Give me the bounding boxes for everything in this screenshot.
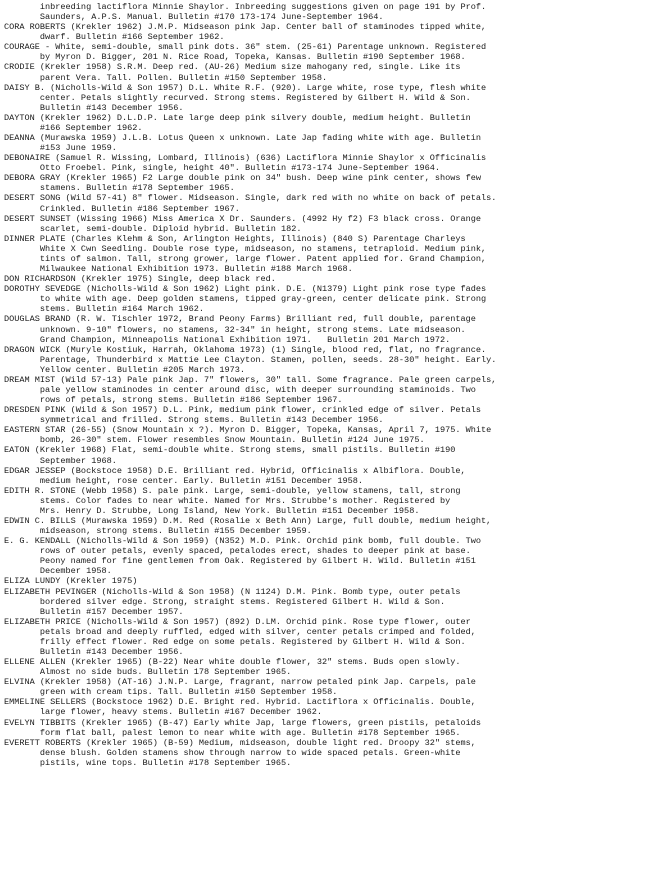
- entry-continuation-line: Parentage, Thunderbird x Mattie Lee Clayton. Stamen, pollen, seeds. 28-30" height. Early.: [4, 354, 497, 365]
- entry-continuation-line: medium height, rose center. Early. Bulletin #151 December 1958.: [4, 475, 364, 486]
- register-entry: [4, 677, 644, 697]
- entry-continuation-line: Almost no side buds. Bulletin 178 September 1965.: [4, 667, 292, 678]
- register-entry: [4, 314, 644, 344]
- entry-continuation-line: Crinkled. Bulletin #186 September 1967.: [4, 203, 240, 214]
- entry-continuation-line: stems. Color fades to near white. Named for Mrs. Strubbe's mother. Registered by: [4, 495, 451, 506]
- register-entry: [4, 345, 644, 375]
- entry-continuation-line: dense blush. Golden stamens show through narrow to wide spaced petals. Green-white: [4, 747, 461, 758]
- entry-continuation-line: by Myron D. Bigger, 201 N. Rice Road, Topeka, Kansas. Bulletin #190 September 1968.: [4, 52, 466, 63]
- entry-continuation-line: Bulletin #143 December 1956.: [4, 647, 184, 657]
- entry-continuation-line: form flat ball, palest lemon to near white with age. Bulletin #178 September 1965.: [4, 727, 461, 738]
- register-entry: [4, 234, 644, 274]
- entry-first-line: EVERETT ROBERTS (Krekler 1965) (B-59) Medium, midseason, double light red. Droopy 32" stems,: [4, 737, 476, 748]
- entry-first-line: inbreeding lactiflora Minnie Shaylor. Inbreeding suggestions given on page 191 by Prof.: [4, 2, 487, 12]
- entry-continuation-line: stems. Bulletin #164 March 1962.: [4, 304, 205, 315]
- entry-continuation-line: green with cream tips. Tall. Bulletin #150 September 1958.: [4, 687, 338, 698]
- entry-first-line: DRESDEN PINK (Wild & Son 1957) D.L. Pink, medium pink flower, crinkled edge of silver. Petals: [4, 405, 481, 416]
- entry-first-line: EMMELINE SELLERS (Bockstoce 1962) D.E. Bright red. Hybrid. Lactiflora x Officinalis. Double,: [4, 697, 476, 708]
- entry-continuation-line: Bulletin #143 December 1956.: [4, 102, 184, 113]
- entry-first-line: E. G. KENDALL (Nicholls-Wild & Son 1959) (N352) M.D. Pink. Orchid pink bomb, full double. Two: [4, 536, 481, 547]
- register-entry: [4, 466, 644, 486]
- entry-continuation-line: pale yellow staminodes in center around disc, with deeper surrounding staminoids. Two: [4, 384, 476, 395]
- register-entry: [4, 576, 644, 586]
- register-entry: [4, 83, 644, 113]
- register-entry: [4, 2, 644, 22]
- entry-first-line: EDGAR JESSEP (Bockstoce 1958) D.E. Brilliant red. Hybrid, Officinalis x Albiflora. Double,: [4, 465, 466, 476]
- entry-first-line: DINNER PLATE (Charles Klehm & Son, Arlington Heights, Illinois) (840 S) Parentage Charleys: [4, 233, 466, 244]
- register-entry: [4, 587, 644, 617]
- entry-first-line: DAYTON (Krekler 1962) D.L.D.P. Late large deep pink silvery double, medium height. Bulletin: [4, 112, 471, 123]
- entry-first-line: EVELYN TIBBITS (Krekler 1965) (B-47) Early white Jap, large flowers, green pistils, petaloids: [4, 717, 481, 728]
- entry-first-line: DEBONAIRE (Samuel R. Wissing, Lombard, Illinois) (636) Lactiflora Minnie Shaylor x Officinalis: [4, 153, 487, 164]
- document-page: [4, 2, 644, 768]
- register-entry: [4, 405, 644, 425]
- register-entry: [4, 173, 644, 193]
- register-entry: [4, 133, 644, 153]
- entry-continuation-line: rows of outer petals, evenly spaced, petalodes erect, shades to deeper pink at base.: [4, 546, 471, 557]
- register-entry: [4, 62, 644, 82]
- register-entry: [4, 536, 644, 576]
- entry-first-line: EASTERN STAR (26-55) (Snow Mountain x ?). Myron D. Bigger, Topeka, Kansas, April 7, 1975. White: [4, 425, 492, 436]
- register-entry: [4, 153, 644, 173]
- register-entry: [4, 113, 644, 133]
- entry-first-line: EDITH R. STONE (Webb 1958) S. pale pink. Large, semi-double, yellow stamens, tall, strong: [4, 485, 461, 496]
- entry-first-line: ELVINA (Krekler 1958) (AT-16) J.N.P. Large, fragrant, narrow petaled pink Jap. Carpels, pale: [4, 677, 476, 688]
- entry-first-line: DRAGON WICK (Muryle Kostiuk, Harrah, Oklahoma 1973) (1) Single, blood red, flat, no fragrance.: [4, 344, 487, 355]
- entry-continuation-line: White X Cwn Seedling. Double rose type, midseason, no stamens, tetraploid. Medium pink,: [4, 243, 487, 254]
- register-entry: [4, 274, 644, 284]
- entry-continuation-line: symmetrical and frilled. Strong stems. Bulletin #143 December 1956.: [4, 415, 384, 426]
- entry-continuation-line: tints of salmon. Tall, strong grower, large flower. Patent applied for. Grand Champion,: [4, 253, 487, 264]
- entry-first-line: EDWIN C. BILLS (Murawska 1959) D.M. Red (Rosalie x Beth Ann) Large, full double, medium height,: [4, 515, 492, 526]
- register-entry: [4, 214, 644, 234]
- entry-continuation-line: September 1968.: [4, 455, 117, 466]
- entry-first-line: DOROTHY SEVEDGE (Nicholls-Wild & Son 1962) Light pink. D.E. (N1379) Light pink rose type fades: [4, 284, 487, 295]
- entry-continuation-line: Mrs. Henry D. Strubbe, Long Island, New York. Bulletin #151 December 1958.: [4, 505, 420, 516]
- entry-continuation-line: Saunders, A.P.S. Manual. Bulletin #170 173-174 June-September 1964.: [4, 12, 384, 23]
- entry-first-line: CRODIE (Krekler 1958) S.R.M. Deep red. (AU-26) Medium size mahogany red, single. Like its: [4, 62, 461, 73]
- register-entry: [4, 657, 644, 677]
- entry-first-line: DOUGLAS BRAND (R. W. Tischler 1972, Brand Peony Farms) Brilliant red, full double, parentage: [4, 314, 476, 325]
- register-entry: [4, 425, 644, 445]
- entry-first-line: ELIZA LUNDY (Krekler 1975): [4, 576, 138, 587]
- register-entry: [4, 486, 644, 516]
- entry-first-line: DESERT SUNSET (Wissing 1966) Miss America X Dr. Saunders. (4992 Hy f2) F3 black cross. Orange: [4, 213, 481, 224]
- register-entry: [4, 516, 644, 536]
- entry-continuation-line: frilly effect flower. Red edge on some petals. Registered by Gilbert H. Wild & Son.: [4, 636, 466, 647]
- entry-continuation-line: Grand Champion, Minneapolis National Exhibition 1971. Bulletin 201 March 1972.: [4, 334, 451, 345]
- entry-continuation-line: Yellow center. Bulletin #205 March 1973.: [4, 364, 246, 375]
- entry-continuation-line: pistils, wine tops. Bulletin #178 September 1965.: [4, 757, 292, 768]
- register-entry: [4, 375, 644, 405]
- entry-continuation-line: stamens. Bulletin #178 September 1965.: [4, 183, 235, 194]
- register-entry: [4, 22, 644, 42]
- register-entry: [4, 42, 644, 62]
- entry-first-line: DEANNA (Murawska 1959) J.L.B. Lotus Queen x unknown. Late Jap fading white with age. Bulletin: [4, 133, 481, 144]
- entry-continuation-line: #166 September 1962.: [4, 122, 143, 133]
- entry-first-line: COURAGE - White, semi-double, small pink dots. 36" stem. (25-61) Parentage unknown. Registered: [4, 42, 487, 53]
- entry-first-line: ELIZABETH PRICE (Nicholls-Wild & Son 1957) (892) D.LM. Orchid pink. Rose type flower, outer: [4, 616, 471, 627]
- register-entry: [4, 193, 644, 213]
- register-entry: [4, 738, 644, 768]
- entry-continuation-line: Otto Froebel. Pink, single, height 40". Bulletin #173-174 June-September 1964.: [4, 163, 440, 174]
- entry-continuation-line: rows of petals, strong stems. Bulletin #186 September 1967.: [4, 395, 343, 406]
- entry-continuation-line: Milwaukee National Exhibition 1973. Bulletin #188 March 1968.: [4, 264, 353, 275]
- register-entry: [4, 718, 644, 738]
- entry-continuation-line: Bulletin #157 December 1957.: [4, 606, 184, 617]
- entry-continuation-line: dwarf. Bulletin #166 September 1962.: [4, 32, 225, 43]
- entry-continuation-line: bomb, 26-30" stem. Flower resembles Snow Mountain. Bulletin #124 June 1975.: [4, 435, 425, 446]
- register-entry: [4, 697, 644, 717]
- register-entry: [4, 284, 644, 314]
- entry-first-line: DREAM MIST (Wild 57-13) Pale pink Jap. 7" flowers, 30" tall. Some fragrance. Pale green carpels,: [4, 374, 497, 385]
- entry-continuation-line: to white with age. Deep golden stamens, tipped gray-green, center delicate pink. Strong: [4, 294, 487, 305]
- entry-continuation-line: center. Petals slightly recurved. Strong stems. Registered by Gilbert H. Wild & Son.: [4, 92, 471, 103]
- entry-continuation-line: midseason, strong stems. Bulletin #155 December 1959.: [4, 526, 312, 537]
- entry-continuation-line: parent Vera. Tall. Pollen. Bulletin #150 September 1958.: [4, 72, 328, 83]
- entry-first-line: DAISY B. (Nicholls-Wild & Son 1957) D.L. White R.F. (920). Large white, rose type, flesh white: [4, 82, 487, 93]
- entry-continuation-line: scarlet, semi-double. Diploid hybrid. Bulletin 182.: [4, 223, 302, 234]
- entry-first-line: DESERT SONG (Wild 57-41) 8" flower. Midseason. Single, dark red with no white on back of petals.: [4, 193, 497, 204]
- entry-first-line: CORA ROBERTS (Krekler 1962) J.M.P. Midseason pink Jap. Center ball of staminodes tipped white,: [4, 22, 487, 33]
- entry-first-line: ELLENE ALLEN (Krekler 1965) (B-22) Near white double flower, 32" stems. Buds open slowly.: [4, 657, 461, 668]
- entry-continuation-line: unknown. 9-10" flowers, no stamens, 32-34" in height, strong stems. Late midseason.: [4, 324, 466, 335]
- entry-continuation-line: #153 June 1959.: [4, 143, 117, 154]
- register-entry: [4, 445, 644, 465]
- entry-continuation-line: Peony named for fine gentlemen from Oak. Registered by Gilbert H. Wild. Bulletin #151: [4, 556, 476, 567]
- entry-first-line: EATON (Krekler 1968) Flat, semi-double white. Strong stems, small pistils. Bulletin #190: [4, 445, 456, 456]
- entry-continuation-line: petals broad and deeply ruffled, edged with silver, center petals crimped and folded,: [4, 626, 476, 637]
- register-entry: [4, 617, 644, 657]
- entry-continuation-line: bordered silver edge. Strong, straight stems. Registered Gilbert H. Wild & Son.: [4, 596, 446, 607]
- entry-first-line: DON RICHARDSON (Krekler 1975) Single, deep black red.: [4, 274, 276, 285]
- entry-continuation-line: December 1958.: [4, 566, 112, 577]
- entry-first-line: DEBORA GRAY (Krekler 1965) F2 Large double pink on 34" bush. Deep wine pink center, shows few: [4, 173, 481, 184]
- entry-continuation-line: large flower, heavy stems. Bulletin #167 December 1962.: [4, 707, 322, 718]
- entry-first-line: ELIZABETH PEVINGER (Nicholls-Wild & Son 1958) (N 1124) D.M. Pink. Bomb type, outer petals: [4, 586, 461, 597]
